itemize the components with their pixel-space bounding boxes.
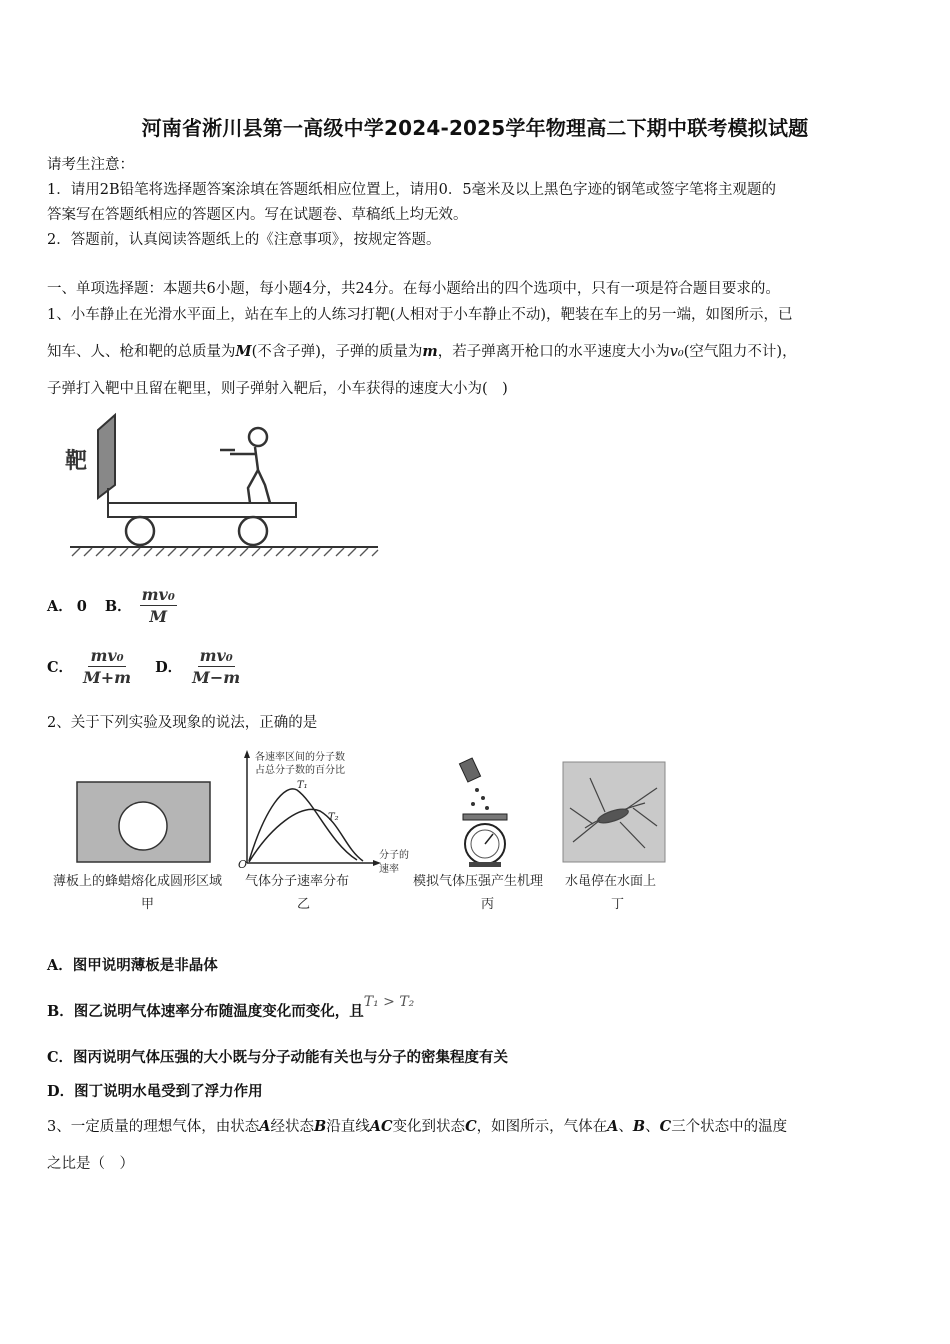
shooter-figure [220,428,270,503]
cart-wheel-left [126,517,154,545]
cart-wheel-right [239,517,267,545]
fig-bing-caption: 模拟气体压强产生机理 [413,874,544,889]
q1-options-ab [47,585,177,626]
fig-yi-caption: 气体分子速率分布 [245,874,350,889]
cart-body [108,503,296,517]
q2-option-b[interactable]: B．图乙说明气体速率分布随温度变化而变化，且T₁ > T₂ [47,994,415,1020]
notice-item-1-cont: 答案写在答题纸相应的答题区内。写在试题卷、草稿纸上均无效。 [47,207,468,223]
q1-option-c[interactable]: C． [47,659,74,676]
q3-line-2: 之比是（ ） [47,1156,134,1172]
fig-ding-label: 丁 [611,897,625,912]
q2-option-b-formula: T₁ > T₂ [363,994,415,1010]
fig-yi-origin: O [238,858,248,871]
notice-item-2: 2．答题前，认真阅读答题纸上的《注意事项》，按规定答题。 [47,232,441,248]
page-title: 河南省淅川县第一高级中学2024-2025学年物理高二下期中联考模拟试题 [141,116,809,140]
target-board [98,415,115,498]
fig-jia-label: 甲 [141,897,155,912]
fig-yi-ylabel-2: 占总分子数的百分比 [255,765,345,776]
q1-line-1: 1、小车静止在光滑水平面上，站在车上的人练习打靶(人相对于小车静止不动)，靶装在车上的另一端，如图所示，已 [47,307,793,323]
q1-option-d[interactable]: D． [155,659,183,676]
q1-cart-figure [60,410,380,560]
fig-jia-caption: 薄板上的蜂蜡熔化成圆形区域 [53,874,223,889]
fig-yi-xlabel-1: 分子的 [379,850,409,861]
fig-jia-circle [119,802,167,850]
q2-stem: 2、关于下列实验及现象的说法，正确的是 [47,715,318,731]
q2-option-d[interactable]: D．图丁说明水黾受到了浮力作用 [47,1083,263,1100]
q1-option-c-fraction: $\frac{\text{mv₀}}{M+m}$ [83,646,132,687]
target-label: 靶 [65,448,88,474]
q1-option-a[interactable]: A． 0 [47,598,87,615]
q2-option-a[interactable]: A．图甲说明薄板是非晶体 [47,957,218,974]
fig-yi-t1: T₁ [297,780,308,791]
q2-figures [45,748,685,918]
q3-line-1: 3、一定质量的理想气体，由状态A经状态B沿直线AC变化到状态C，如图所示，气体在A、B、C三个状态中的温度 [47,1118,788,1135]
notice-heading: 请考生注意： [47,157,134,173]
q1-line-2: 知车、人、枪和靶的总质量为M(不含子弹)，子弹的质量为m，若子弹离开枪口的水平速度大小为v₀(空气阻力不计)， [47,343,797,360]
fig-ding-caption: 水黾停在水面上 [565,874,657,889]
q1-option-b-fraction: $\frac{\text{mv₀}}{M}$ [141,585,175,626]
fig-yi-label: 乙 [297,897,311,912]
q1-options-cd [47,646,242,687]
fig-yi-xlabel-2: 速率 [379,864,399,875]
q2-option-c[interactable]: C．图丙说明气体压强的大小既与分子动能有关也与分子的密集程度有关 [47,1049,509,1066]
notice-item-1: 1．请用2B铅笔将选择题答案涂填在答题纸相应位置上，请用0．5毫米及以上黑色字迹的钢笔或签字笔将主观题的 [47,182,777,198]
q1-option-d-fraction: $\frac{\text{mv₀}}{M-m}$ [192,646,241,687]
fig-yi-curve-t1 [249,789,357,861]
fig-bing-scale [459,758,507,867]
section-heading: 一、单项选择题：本题共6小题，每小题4分，共24分。在每小题给出的四个选项中，只有一项是符合题目要求的。 [47,281,780,297]
q1-line-3: 子弹打入靶中且留在靶里，则子弹射入靶后，小车获得的速度大小为( ) [47,381,508,397]
fig-yi-t2: T₂ [328,812,339,823]
q1-option-b[interactable]: B． [104,598,132,615]
fig-bing-label: 丙 [481,897,495,912]
fig-yi-ylabel-1: 各速率区间的分子数 [255,752,345,763]
